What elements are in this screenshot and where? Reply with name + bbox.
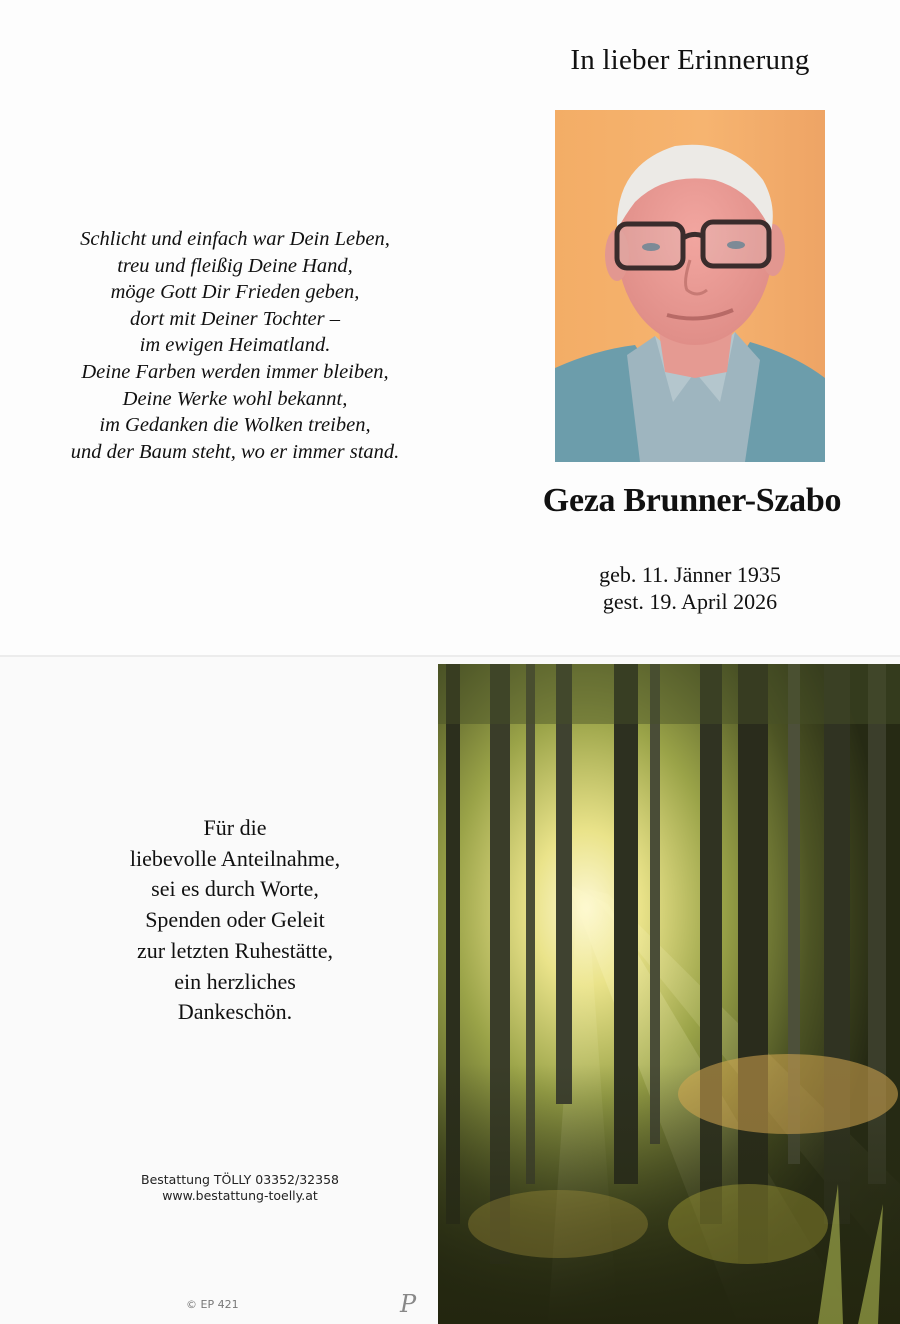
thanks-line: ein herzliches: [174, 968, 296, 994]
poem-line: möge Gott Dir Frieden geben,: [110, 281, 360, 304]
thanks-line: Dankeschön.: [177, 999, 293, 1025]
poem-line: Schlicht und einfach war Dein Leben,: [80, 228, 390, 250]
copyright-notice: © EP 421: [186, 1298, 239, 1311]
portrait-illustration: [555, 110, 825, 462]
funeral-home-website: www.bestattung-toelly.at: [162, 1188, 318, 1203]
life-dates: [530, 561, 850, 615]
poem-line: im ewigen Heimatland.: [139, 334, 331, 357]
memorial-heading: In lieber Erinnerung: [570, 44, 810, 76]
deceased-name: Geza Brunner-Szabo: [542, 482, 842, 519]
thanks-line: zur letzten Ruhestätte,: [136, 937, 334, 963]
poem-line: und der Baum steht, wo er immer stand.: [70, 440, 400, 463]
funeral-home-info: [95, 1172, 385, 1204]
thanks-line: liebevolle Anteilnahme,: [129, 845, 341, 871]
thanks-line: Für die: [203, 815, 267, 840]
death-date: gest. 19. April 2026: [602, 589, 778, 614]
poem-line: treu und fleißig Deine Hand,: [117, 254, 353, 277]
funeral-home-contact: Bestattung TÖLLY 03352/32358: [141, 1172, 339, 1187]
forest-illustration: [438, 664, 900, 1324]
thanks-line: sei es durch Worte,: [151, 876, 319, 902]
thank-you-message: [60, 813, 410, 1028]
poem-line: dort mit Deiner Tochter –: [130, 307, 340, 330]
poem-line: Deine Werke wohl bekannt,: [122, 387, 348, 410]
portrait-photo: [555, 110, 825, 462]
thanks-line: Spenden oder Geleit: [145, 907, 325, 933]
birth-date: geb. 11. Jänner 1935: [599, 562, 781, 587]
memorial-poem: [20, 226, 450, 465]
poem-line: im Gedanken die Wolken treiben,: [99, 414, 371, 437]
poem-line: Deine Farben werden immer bleiben,: [81, 360, 389, 383]
fold-line: [0, 655, 900, 657]
printer-signature-mark: P: [400, 1290, 417, 1318]
forest-photo: [438, 664, 900, 1324]
